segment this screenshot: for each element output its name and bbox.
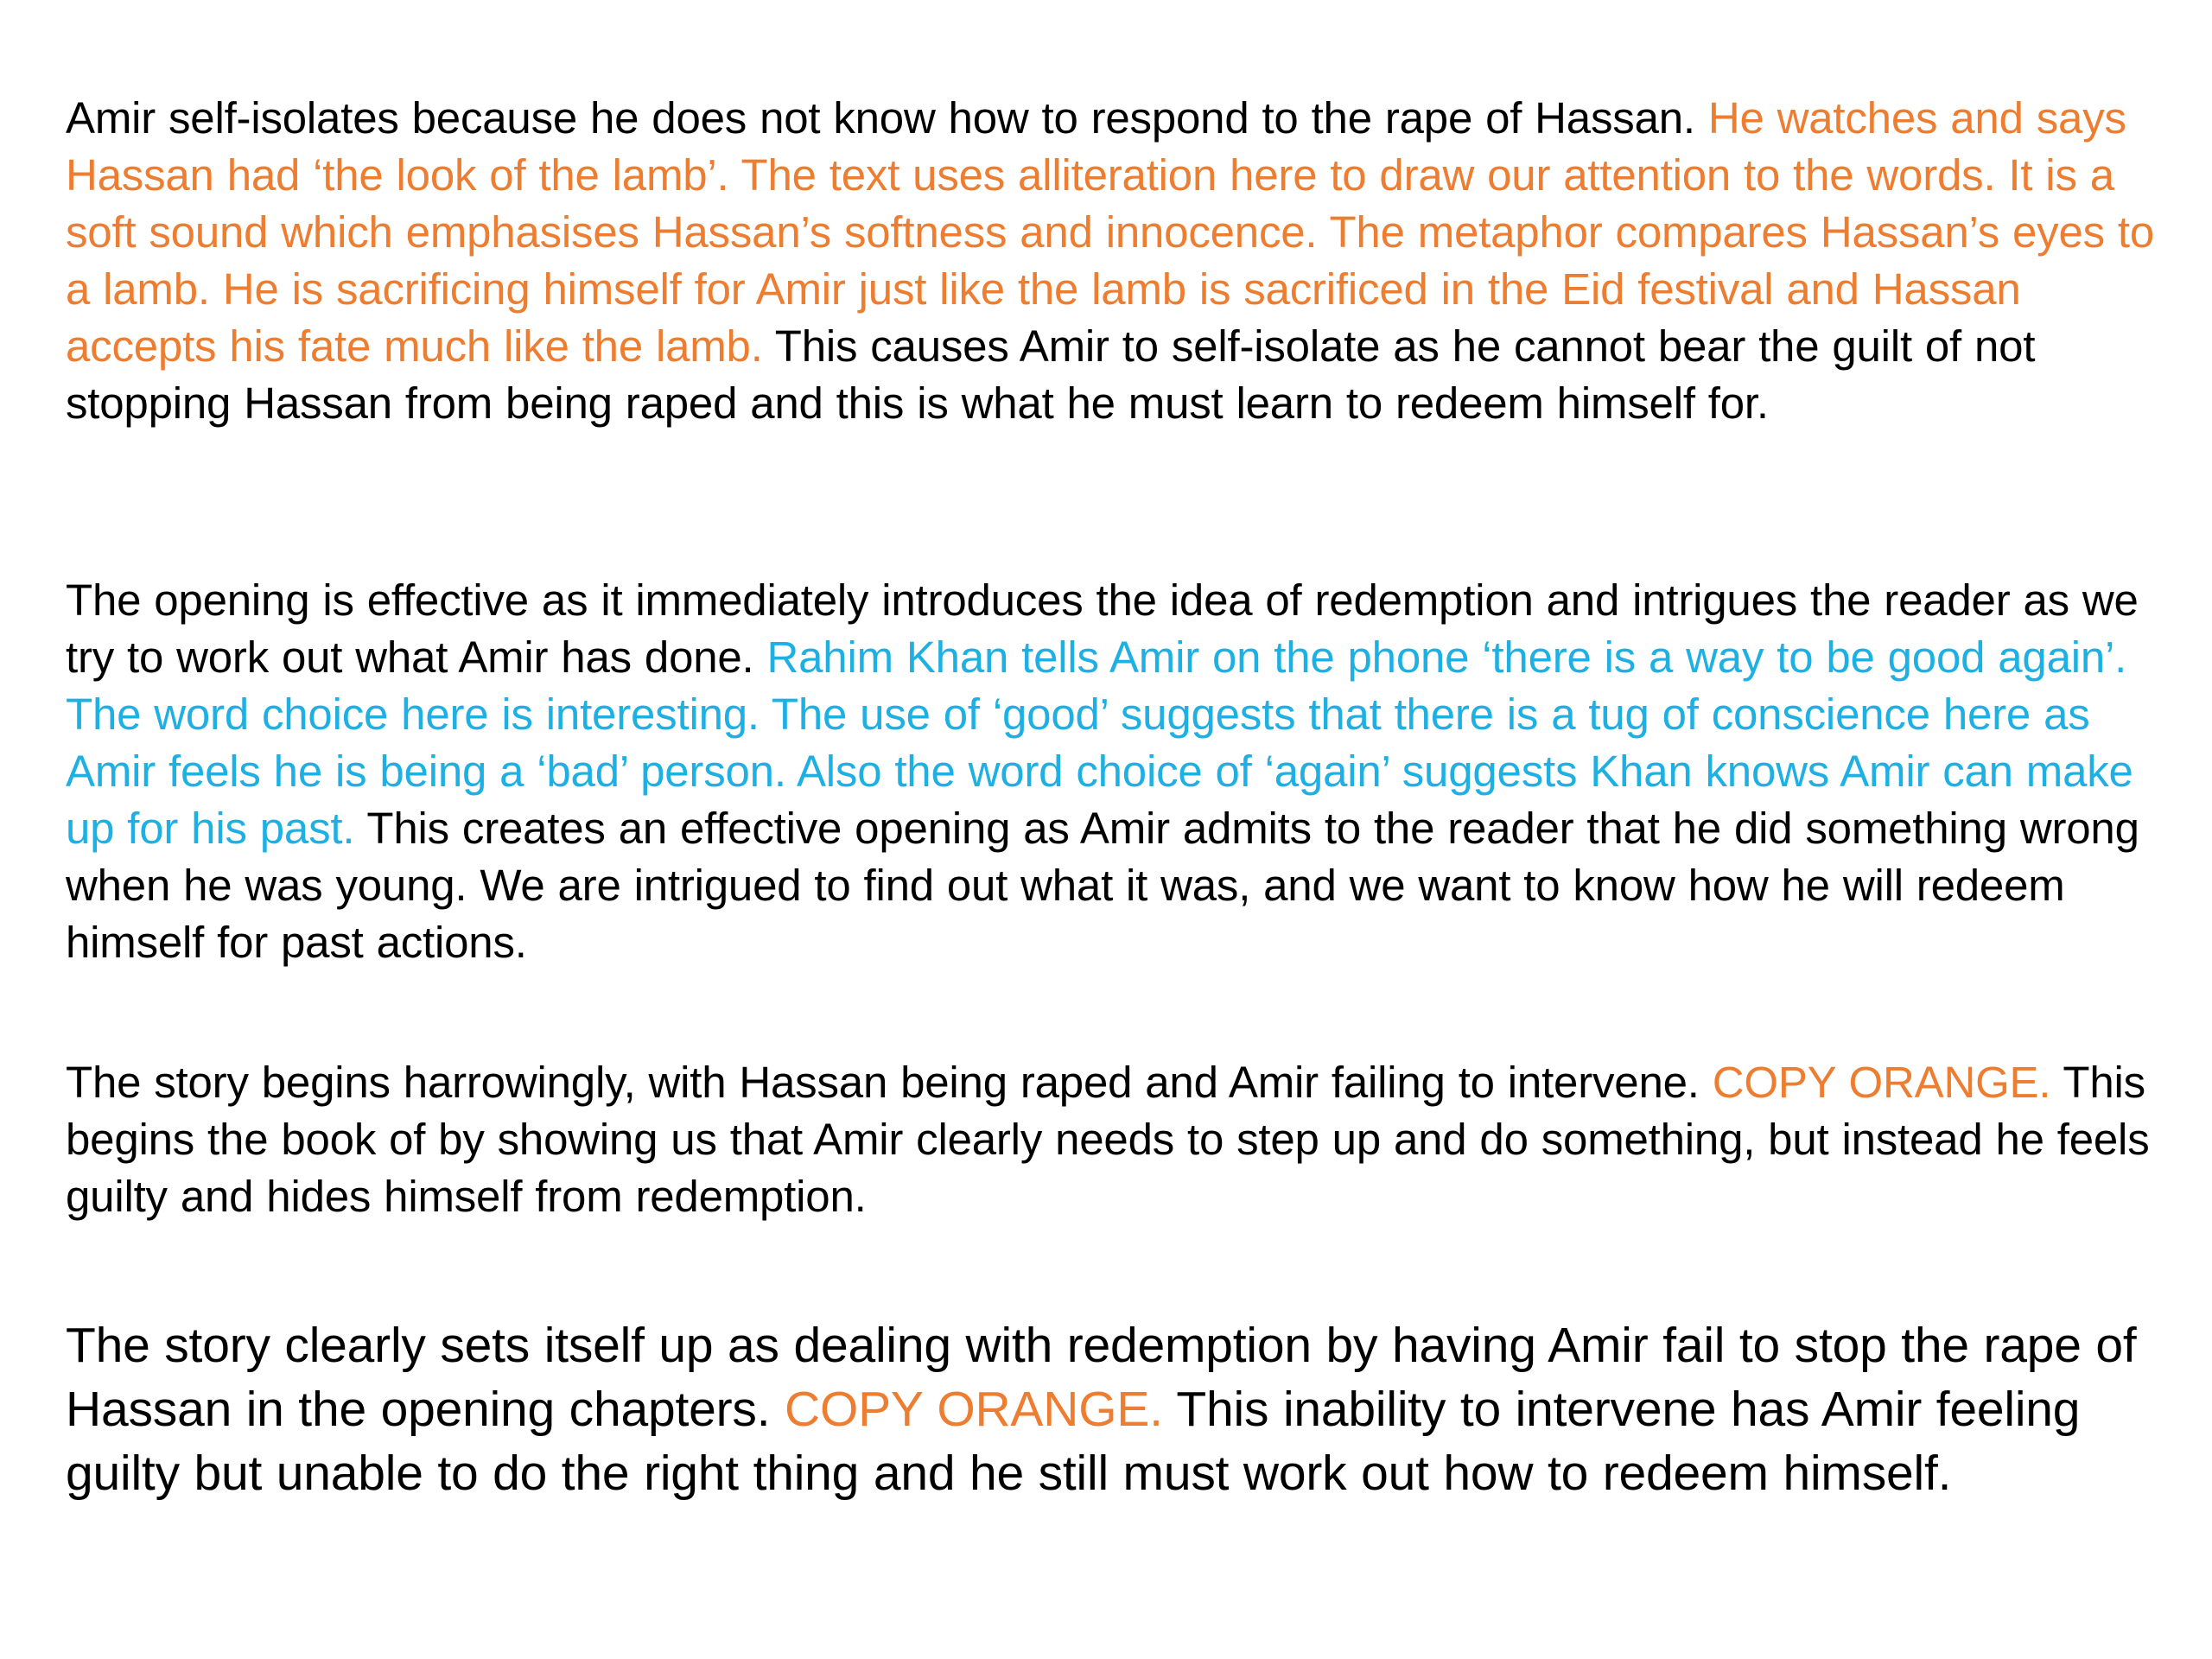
highlighted-evidence-orange: He watches and says Hassan had ‘the look of the lamb’. The text uses alliteration here to draw our attention to the words. It is a soft sound which emphasises Hassan’s softness and innocence. The metaphor compares Hassan’s eyes to a lamb. He is sacrificing himself for Amir just like the lamb is sacrificed in the Eid festival and Hassan accepts his fate much like the lamb. (66, 93, 2155, 371)
paragraph-3 (66, 1054, 2174, 1225)
copy-orange-marker: COPY ORANGE. (784, 1382, 1163, 1437)
text-segment: This begins the book of by showing us that Amir clearly needs to step up and do something, but instead he feels guilty and hides himself from redemption. (66, 1058, 2150, 1221)
text-segment: Amir self-isolates because he does not know how to respond to the rape of Hassan. (66, 93, 1708, 143)
text-segment: The story begins harrowingly, with Hassan being raped and Amir failing to intervene. (66, 1058, 1713, 1107)
paragraph-1 (66, 90, 2174, 432)
text-segment: This creates an effective opening as Amir admits to the reader that he did something wrong when he was young. We are intrigued to find out what it was, and we want to know how he will redeem himself for past actions. (66, 804, 2139, 967)
text-segment: This inability to intervene has Amir feeling guilty but unable to do the right thing and he still must work out how to redeem himself. (66, 1382, 2081, 1501)
paragraph-4 (66, 1313, 2174, 1505)
copy-orange-marker: COPY ORANGE. (1712, 1058, 2051, 1107)
highlighted-evidence-blue: Rahim Khan tells Amir on the phone ‘there is a way to be good again’. The word choice here is interesting. The use of ‘good’ suggests that there is a tug of conscience here as Amir feels he is being a ‘bad’ person. Also the word choice of ‘again’ suggests Khan knows Amir can make up for his past. (66, 632, 2133, 853)
text-segment: This causes Amir to self-isolate as he cannot bear the guilt of not stopping Hassan from being raped and this is what he must learn to redeem himself for. (66, 321, 2036, 428)
paragraph-2 (66, 572, 2174, 971)
text-segment: The opening is effective as it immediately introduces the idea of redemption and intrigues the reader as we try to work out what Amir has done. (66, 575, 2139, 682)
text-segment: The story clearly sets itself up as dealing with redemption by having Amir fail to stop the rape of Hassan in the opening chapters. (66, 1318, 2137, 1437)
